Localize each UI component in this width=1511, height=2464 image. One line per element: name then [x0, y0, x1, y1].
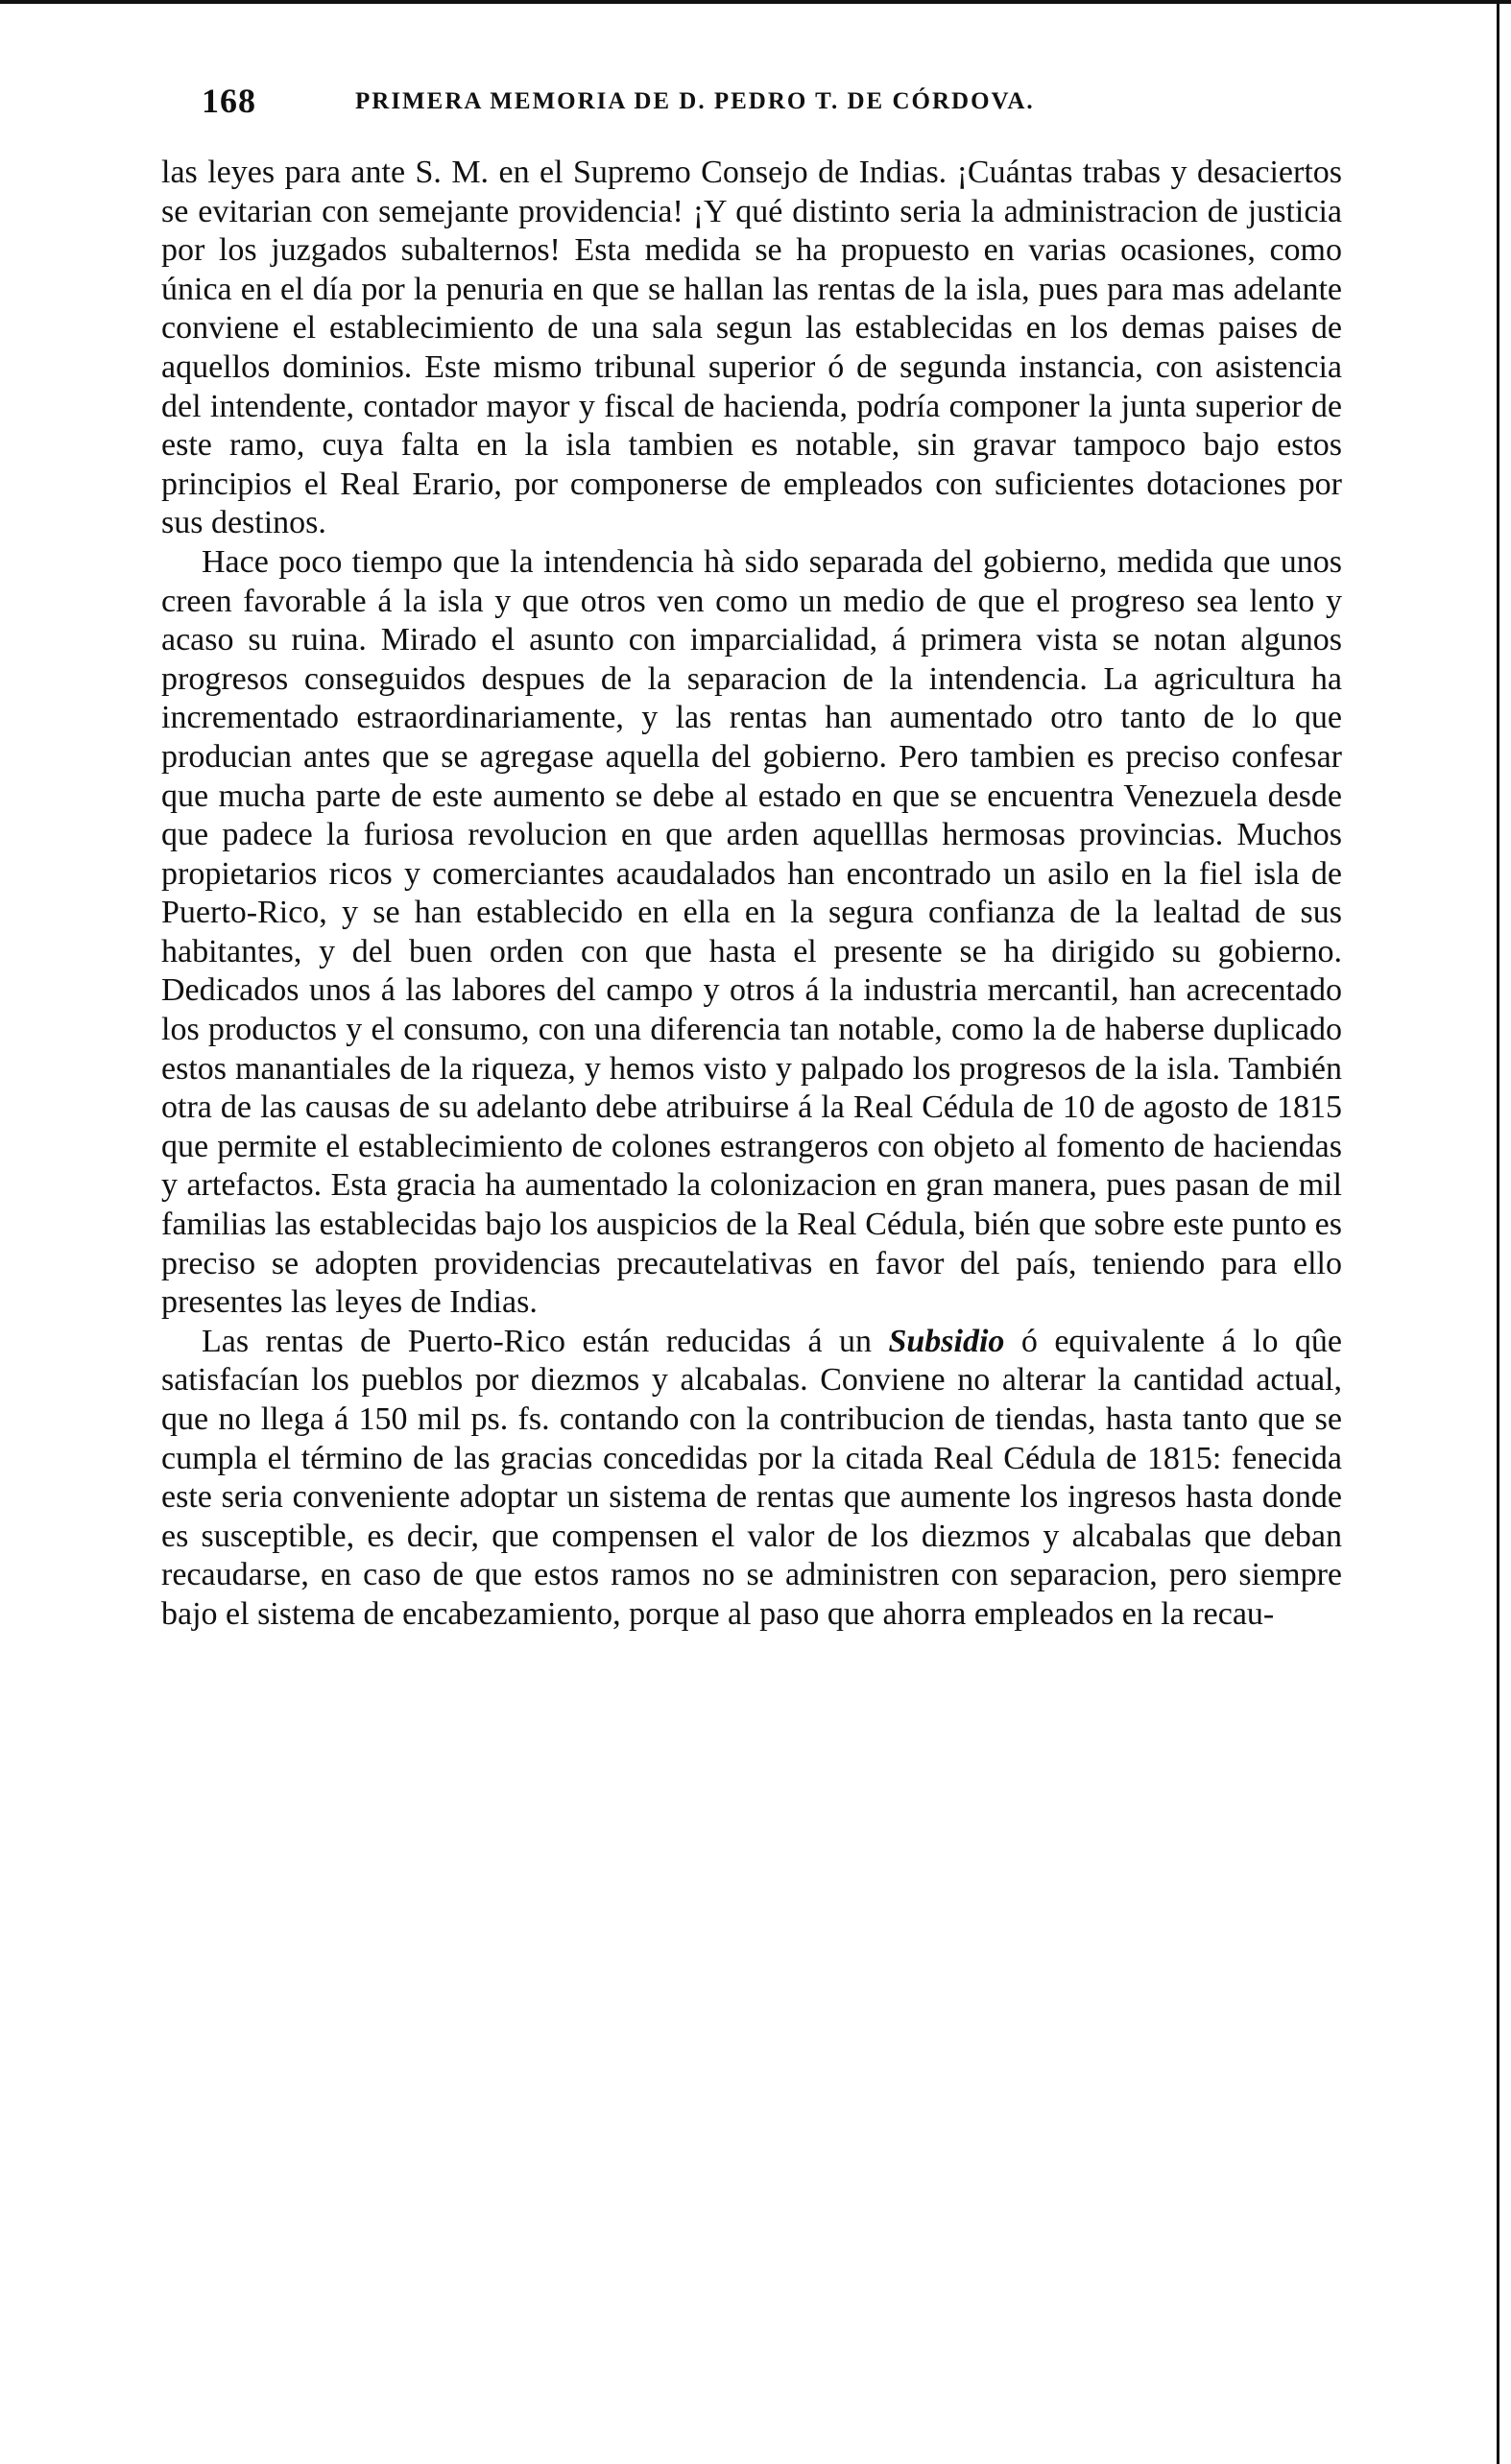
right-border-rule [1497, 0, 1499, 2464]
paragraph-3-italic-term: Subsidio [888, 1323, 1005, 1359]
paragraph-3-after: ó equivalente á lo qûe satisfacían los pueblos por diezmos y alcabalas. Conviene no alterar la cantidad actual, que no llega á 150 mil ps. fs. contando con la contribucion de tiendas, hasta tanto que se cumpla el término de las gracias concedidas por la citada Real Cédula de 1815: fenecida este seria conveniente adoptar un sistema de rentas que aumente los ingresos hasta donde es susceptible, es decir, que compensen el valor de los diezmos y alcabalas que deban recaudarse, en caso de que estos ramos no se administren con separacion, pero siempre bajo el sistema de encabezamiento, porque al paso que ahorra empleados en la recau- [161, 1323, 1342, 1632]
paragraph-3-before: Las rentas de Puerto-Rico están reducidas á un [202, 1323, 889, 1359]
body-text [161, 154, 1342, 1635]
page-number: 168 [202, 82, 256, 120]
paragraph-1: las leyes para ante S. M. en el Supremo Consejo de Indias. ¡Cuántas trabas y desaciertos se evitarian con semejante providencia! ¡Y qué distinto seria la administracion de justicia por los juzgados subalternos! Esta medida se ha propuesto en varias ocasiones, como única en el día por la penuria en que se hallan las rentas de la isla, pues para mas adelante conviene el establecimiento de una sala segun las establecidas en los demas paises de aquellos dominios. Este mismo tribunal superior ó de segunda instancia, con asistencia del intendente, contador mayor y fiscal de hacienda, podría componer la junta superior de este ramo, cuya falta en la isla tambien es notable, sin gravar tampoco bajo estos principios el Real Erario, por componerse de empleados con suficientes dotaciones por sus destinos. [161, 155, 1342, 541]
paragraph-3 [161, 1323, 1342, 1635]
top-border-rule [0, 0, 1511, 4]
paragraph-2: Hace poco tiempo que la intendencia hà sido separada del gobierno, medida que unos creen favorable á la isla y que otros ven como un medio de que el progreso sea lento y acaso su ruina. Mirado el asunto con imparcialidad, á primera vista se notan algunos progresos conseguidos despues de la separacion de la intendencia. La agricultura ha incrementado estraordinariamente, y las rentas han aumentado otro tanto de lo que producian antes que se agregase aquella del gobierno. Pero tambien es preciso confesar que mucha parte de este aumento se debe al estado en que se encuentra Venezuela desde que padece la furiosa revolucion en que arden aquelllas hermosas provincias. Muchos propietarios ricos y comerciantes acaudalados han encontrado un asilo en la fiel isla de Puerto-Rico, y se han establecido en ella en la segura confianza de la lealtad de sus habitantes, y del buen orden con que hasta el presente se ha dirigido su gobierno. Dedicados unos á las labores del campo y otros á la industria mercantil, han acrecentado los productos y el consumo, con una diferencia tan notable, como la de haberse duplicado estos manantiales de la riqueza, y hemos visto y palpado los progresos de la isla. También otra de las causas de su adelanto debe atribuirse á la Real Cédula de 10 de agosto de 1815 que permite el establecimiento de colones estrangeros con objeto al fomento de haciendas y artefactos. Esta gracia ha aumentado la colonizacion en gran manera, pues pasan de mil familias las establecidas bajo los auspicios de la Real Cédula, bién que sobre este punto es preciso se adopten providencias precautelativas en favor del país, teniendo para ello presentes las leyes de Indias. [161, 543, 1342, 1321]
page-header [202, 81, 1315, 129]
running-head: PRIMERA MEMORIA DE D. PEDRO T. DE CÓRDOVA. [355, 88, 1035, 114]
